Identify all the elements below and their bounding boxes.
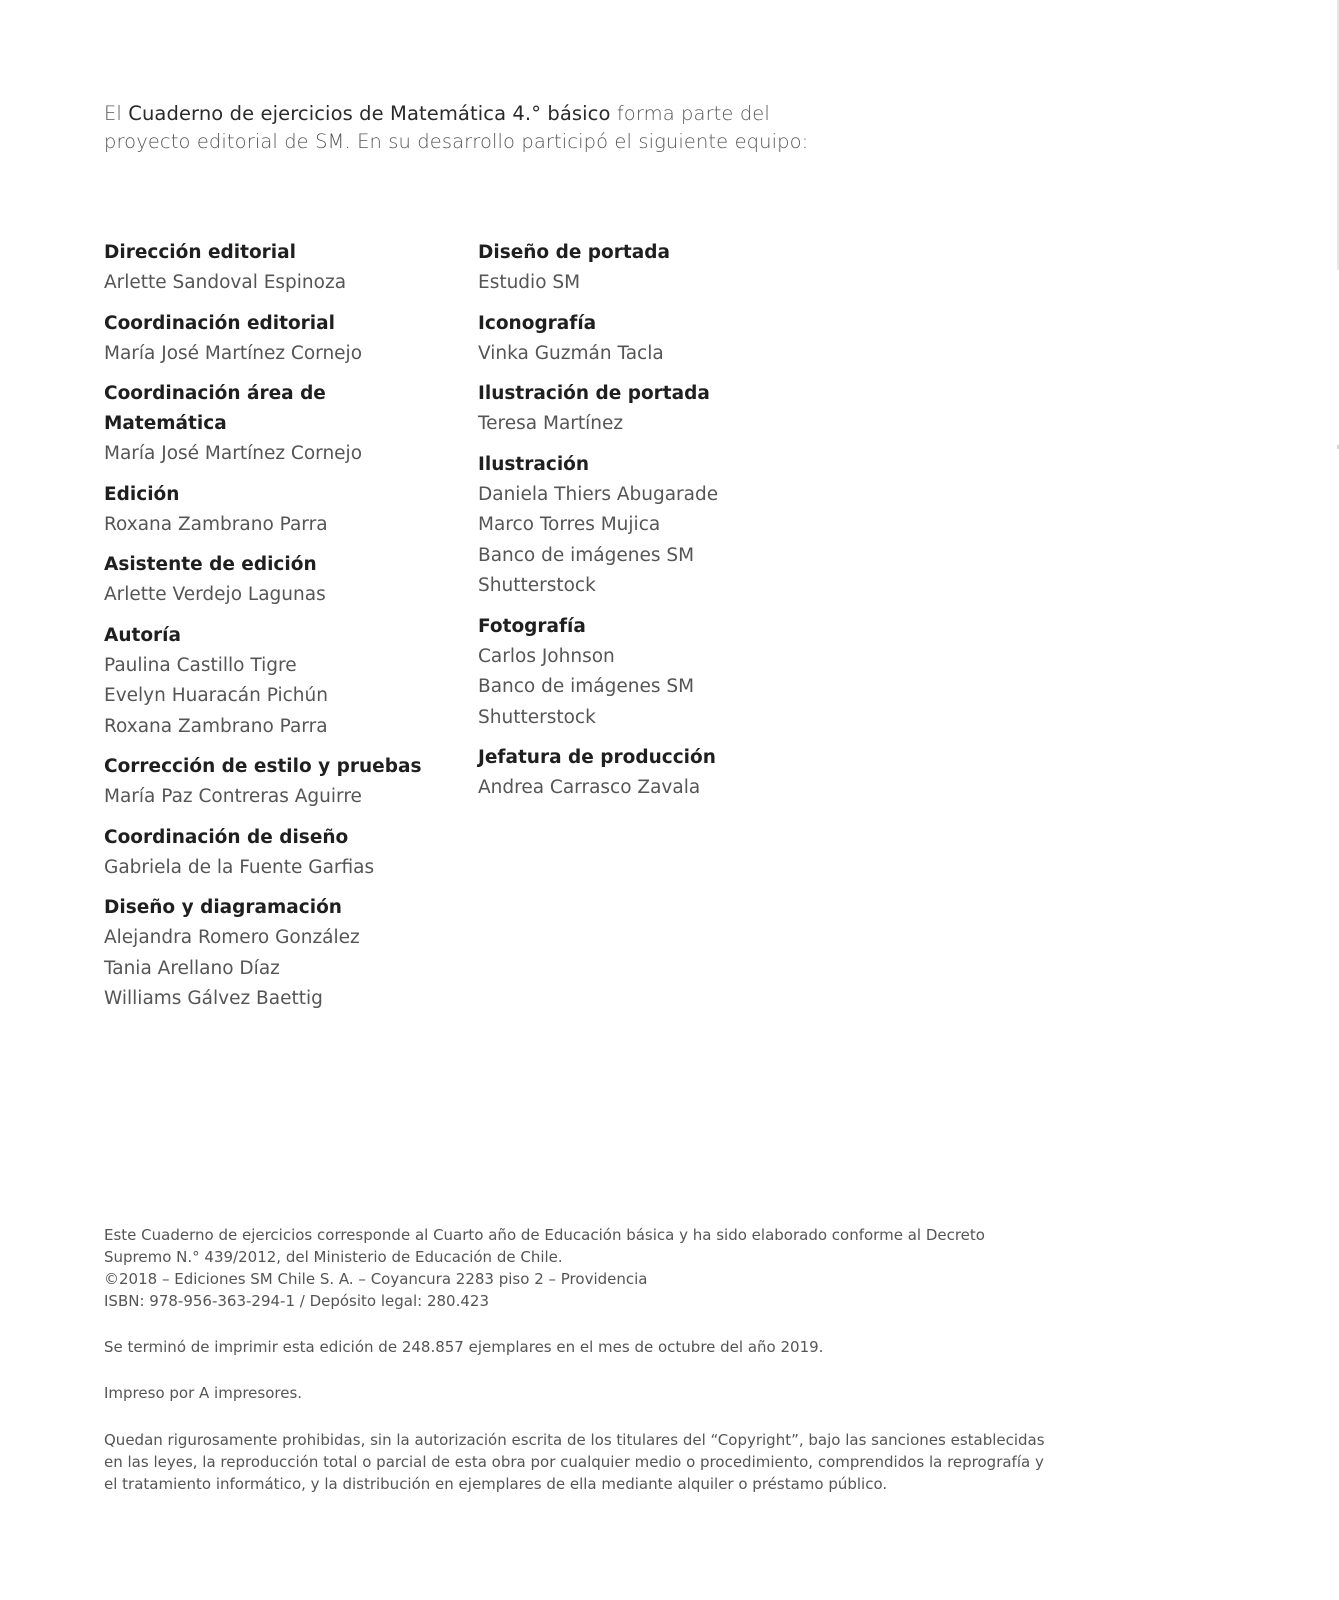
- credit-name: Andrea Carrasco Zavala: [478, 777, 701, 798]
- intro-paragraph: [104, 100, 864, 156]
- rights-line-2: en las leyes, la reproducción total o parcial de esta obra por cualquier medio o procedimiento, comprendidos la reprografía y: [104, 1453, 1044, 1471]
- credit-block: [478, 743, 828, 804]
- credit-role: Jefatura de producción: [478, 747, 716, 768]
- credit-name: Shutterstock: [478, 706, 596, 728]
- book-title: Cuaderno de ejercicios de Matemática 4.° básico: [128, 102, 611, 125]
- credit-name: Arlette Verdejo Lagunas: [104, 584, 326, 605]
- credit-block: [104, 752, 454, 813]
- intro-prefix: El: [104, 102, 129, 125]
- credit-role: Autoría: [104, 624, 181, 646]
- decree-line-1: Este Cuaderno de ejercicios corresponde al Cuarto año de Educación básica y ha sido elaborado conforme al Decreto: [104, 1226, 985, 1244]
- credit-block: [478, 450, 828, 602]
- credit-name: María Paz Contreras Aguirre: [104, 786, 362, 807]
- credit-role: Coordinación área de Matemática: [104, 383, 326, 434]
- credit-name: Banco de imágenes SM: [478, 676, 695, 697]
- credit-role: Diseño y diagramación: [104, 897, 342, 918]
- decree-line-2: Supremo N.° 439/2012, del Ministerio de Educación de Chile.: [104, 1248, 563, 1266]
- credit-name: Banco de imágenes SM: [478, 544, 695, 566]
- credit-block: [104, 823, 454, 884]
- credit-role: Ilustración: [478, 453, 590, 475]
- credit-name: María José Martínez Cornejo: [104, 342, 363, 364]
- legal-notice: [104, 1224, 1064, 1495]
- credit-role: Diseño de portada: [478, 242, 670, 263]
- credit-name: Williams Gálvez Baettig: [104, 988, 323, 1009]
- credit-name: Carlos Johnson: [478, 645, 615, 667]
- credit-block: [104, 893, 454, 1015]
- credit-name: María José Martínez Cornejo: [104, 443, 363, 464]
- credit-block: [478, 238, 828, 299]
- credit-block: [478, 612, 828, 734]
- credit-name: Daniela Thiers Abugarade: [478, 483, 719, 505]
- credit-name: Estudio SM: [478, 272, 581, 293]
- credit-role: Asistente de edición: [104, 554, 317, 575]
- credit-block: [104, 480, 454, 541]
- copyright-line: ©2018 – Ediciones SM Chile S. A. – Coyancura 2283 piso 2 – Providencia: [104, 1270, 648, 1288]
- credit-block: [478, 309, 828, 370]
- credit-name: Teresa Martínez: [478, 413, 624, 434]
- credit-name: Vinka Guzmán Tacla: [478, 342, 664, 364]
- credits-right-column: [478, 238, 828, 814]
- credit-block: [104, 379, 454, 470]
- credit-name: Arlette Sandoval Espinoza: [104, 272, 347, 293]
- credit-name: Roxana Zambrano Parra: [104, 513, 328, 535]
- credit-block: [104, 621, 454, 743]
- printing-line: Se terminó de imprimir esta edición de 248.857 ejemplares en el mes de octubre del año 2019.: [104, 1338, 824, 1356]
- isbn-line: ISBN: 978-956-363-294-1 / Depósito legal: 280.423: [104, 1292, 489, 1310]
- credit-name: Paulina Castillo Tigre: [104, 654, 297, 676]
- credit-role: Iconografía: [478, 312, 597, 334]
- printer-line: Impreso por A impresores.: [104, 1384, 303, 1402]
- credit-role: Edición: [104, 483, 180, 505]
- credit-name: Shutterstock: [478, 575, 596, 596]
- credit-role: Fotografía: [478, 615, 586, 637]
- credit-block: [104, 238, 454, 299]
- credit-block: [104, 309, 454, 370]
- credit-role: Coordinación editorial: [104, 312, 335, 334]
- rights-line-1: Quedan rigurosamente prohibidas, sin la autorización escrita de los titulares del “Copyright”, bajo las sanciones establecidas: [104, 1431, 1045, 1449]
- credit-role: Coordinación de diseño: [104, 826, 349, 848]
- credit-name: Tania Arellano Díaz: [104, 957, 280, 979]
- rights-line-3: el tratamiento informático, y la distribución en ejemplares de ella mediante alquiler o préstamo público.: [104, 1475, 888, 1493]
- credit-name: Alejandra Romero González: [104, 927, 360, 948]
- intro-line1-suffix: forma parte del: [610, 102, 770, 125]
- credit-name: Marco Torres Mujica: [478, 514, 661, 535]
- credit-block: [104, 550, 454, 611]
- credit-role: Dirección editorial: [104, 242, 296, 263]
- credit-role: Corrección de estilo y pruebas: [104, 756, 422, 777]
- credit-role: Ilustración de portada: [478, 383, 710, 404]
- credit-name: Evelyn Huaracán Pichún: [104, 685, 328, 706]
- intro-line2: proyecto editorial de SM. En su desarrollo participó el siguiente equipo:: [104, 130, 809, 153]
- credits-left-column: [104, 238, 454, 1025]
- credit-block: [478, 379, 828, 440]
- credit-name: Roxana Zambrano Parra: [104, 715, 328, 737]
- credit-name: Gabriela de la Fuente Garfias: [104, 856, 375, 878]
